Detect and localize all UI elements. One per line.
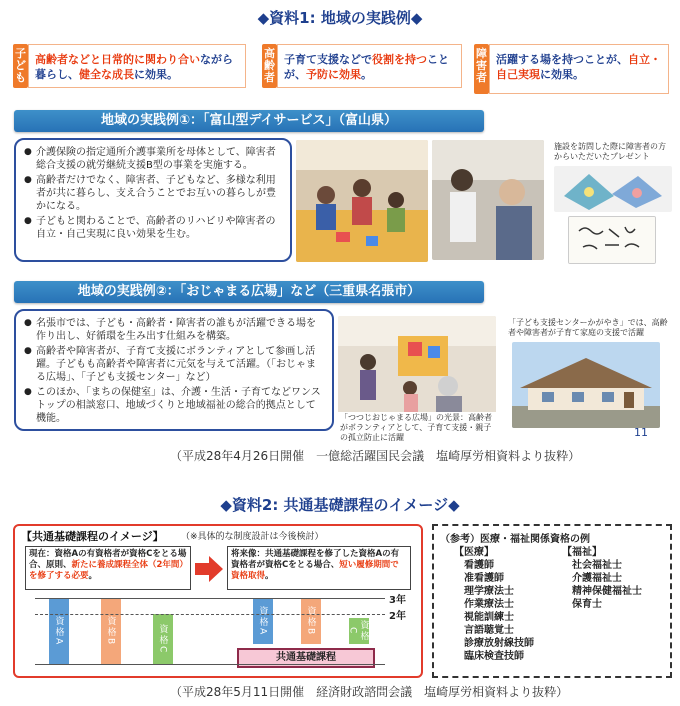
arrow-right-icon [195, 556, 223, 582]
category-elderly [277, 44, 462, 88]
text-segment: ：資格Aの有資格者が資格Cをとる場合、原則、 [29, 549, 187, 570]
text-segment: 新たに養成課程全体（2年間）を修了する必要 [29, 560, 184, 581]
text-segment: ことが、 [284, 53, 449, 81]
tag-elderly: 高齢者 [262, 44, 277, 88]
common-course-box [13, 524, 423, 678]
text-segment: 子育て支援などで [284, 53, 372, 66]
common-course-title: 【共通基礎課程のイメージ】 [21, 530, 164, 543]
welfare-item: 介護福祉士 [572, 573, 622, 584]
photo-center-caption: 「子ども支援センターかがやき」では、高齢者や障害者が子育て家庭の支援で活躍 [508, 318, 672, 338]
category-disabled [489, 44, 669, 94]
bar-current-a: 資格A [49, 598, 69, 664]
example2-bullet-3: ● このほか、「まちの保健室」は、介護・生活・子育てなどワンストップの相談窓口、地域づくりと地域福祉の総合的拠点として機能。 [24, 386, 324, 425]
medical-item: 看護師 [464, 560, 494, 571]
tag-children: 子ども [13, 44, 28, 88]
welfare-item: 保育士 [572, 599, 602, 610]
text-segment: 健全な成長 [79, 68, 134, 81]
year2-line [35, 614, 385, 615]
example1-bullet-2: ● 高齢者だけでなく、障害者、子どもなど、多様な利用者が共に暮らし、支え合うことでお互いの暮らしが豊かになる。 [24, 174, 282, 213]
category-elderly-text [284, 52, 455, 82]
photo-gift [554, 166, 672, 212]
example1-banner: 地域の実践例①：「富山型デイサービス」（富山県） [14, 110, 484, 132]
year2-label: 2年 [389, 611, 406, 622]
text-segment: に効果。 [134, 68, 178, 81]
text-segment: ：共通基礎課程を修了した資格Aの有資格者が資格Cをとる場合、 [231, 549, 400, 570]
text-segment: 。 [88, 571, 98, 581]
medical-item: 診療放射線技師 [464, 638, 534, 649]
photo-elderly-child-image [432, 140, 544, 260]
page-number: 11 [634, 426, 648, 439]
photo-support-center [512, 342, 660, 428]
future-state-text [231, 549, 399, 581]
section1-title: ◆資料1: 地域の実践例◆ [257, 9, 423, 27]
category-children [28, 44, 246, 88]
medical-item: 理学療法士 [464, 586, 514, 597]
example1-list [14, 138, 292, 262]
text-segment: ながら暮らし、 [35, 53, 233, 81]
bar-future-a: 資格A [253, 598, 273, 644]
bar-current-c: 資格C [153, 614, 173, 664]
example1-bullet-1: ● 介護保険の指定通所介護事業所を母体として、障害者総合支援の就労継続支援B型の事業を実施する。 [24, 146, 282, 172]
photo-day-service [296, 140, 428, 262]
text-segment: 短い履修期間で資格取得 [231, 560, 399, 581]
text-segment: 活躍する場を持つことが、 [496, 53, 628, 66]
welfare-head: 【福祉】 [562, 547, 602, 558]
section2-citation: （平成28年5月11日開催 経済財政諮問会議 塩崎厚労相資料より抜粋） [170, 685, 569, 699]
section2-title: ◆資料2: 共通基礎課程のイメージ◆ [220, 496, 460, 514]
medical-head: 【医療】 [454, 547, 494, 558]
example2-banner: 地域の実践例②：「おじゃまる広場」など（三重県名張市） [14, 281, 484, 303]
category-disabled-text [496, 52, 662, 82]
year3-line [35, 598, 385, 599]
example2-bullet-2: ● 高齢者や障害者が、子育て支援にボランティアとして参画し活躍。子どもも高齢者や障害者に元気を与えて活躍。（「おじゃまる広場」、「子ども支援センター」など） [24, 345, 324, 384]
medical-item: 作業療法士 [464, 599, 514, 610]
tag-disabled: 障害者 [474, 44, 489, 94]
section1-citation: （平成28年4月26日開催 一億総活躍国民会議 塩崎厚労相資料より抜粋） [170, 449, 581, 463]
example1-bullet-3: ● 子どもと関わることで、高齢者のリハビリや障害者の自立・自己実現に良い効果を生む。 [24, 215, 282, 241]
common-course-note: （※具体的な制度設計は今後検討） [181, 532, 324, 542]
text-segment: 予防に効果 [306, 68, 361, 81]
current-state-box [25, 546, 191, 590]
future-state-label: 将来像 [231, 549, 257, 559]
medical-items [454, 559, 534, 663]
bar-current-b: 資格B [101, 598, 121, 664]
reference-title: （参考）医療・福祉関係資格の例 [440, 534, 590, 545]
welfare-list [562, 546, 642, 611]
text-segment: 役割を持つ [372, 53, 427, 66]
medical-item: 言語聴覚士 [464, 625, 514, 636]
welfare-item: 精神保健福祉士 [572, 586, 642, 597]
medical-item: 視能訓練士 [464, 612, 514, 623]
reference-box [432, 524, 672, 678]
welfare-items [562, 559, 642, 611]
photo-elderly-child [432, 140, 544, 260]
current-state-label: 現在 [29, 549, 47, 559]
text-segment: 。 [361, 68, 372, 81]
photo-gift-caption: 施設を訪問した際に障害者の方からいただいたプレゼント [554, 142, 672, 162]
welfare-item: 社会福祉士 [572, 560, 622, 571]
photo-support-center-image [512, 342, 660, 428]
medical-item: 准看護師 [464, 573, 504, 584]
example2-bullet-1: ● 名張市では、子ども・高齢者・障害者の誰もが活躍できる場を作り出し、好循環を生み出す仕組みを構築。 [24, 317, 324, 343]
future-state-box [227, 546, 411, 590]
year3-label: 3年 [389, 595, 406, 606]
text-segment: に効果。 [540, 68, 584, 81]
current-state-text [29, 549, 186, 581]
baseline [35, 664, 385, 665]
photo-ojamaru-caption: 「つつじおじゃまる広場」の光景：高齢者がボランティアとして、子育て支援・親子の孤立防止に活躍 [338, 412, 496, 444]
category-children-text [35, 52, 239, 82]
photo-handwritten-card-image [569, 217, 656, 264]
medical-list [454, 546, 534, 663]
text-segment: 。 [265, 571, 274, 581]
photo-day-service-image [296, 140, 428, 262]
bar-future-c: 資格C [347, 620, 369, 642]
common-course-bar: 共通基礎課程 [237, 648, 375, 668]
photo-gift-image [554, 166, 672, 212]
text-segment: 自立・自己実現 [496, 53, 661, 81]
bar-future-b: 資格B [301, 598, 321, 644]
example2-list [14, 309, 334, 431]
medical-item: 臨床検査技師 [464, 651, 524, 662]
text-segment: 高齢者などと日常的に関わり合い [35, 53, 200, 66]
photo-handwritten-card [568, 216, 656, 264]
